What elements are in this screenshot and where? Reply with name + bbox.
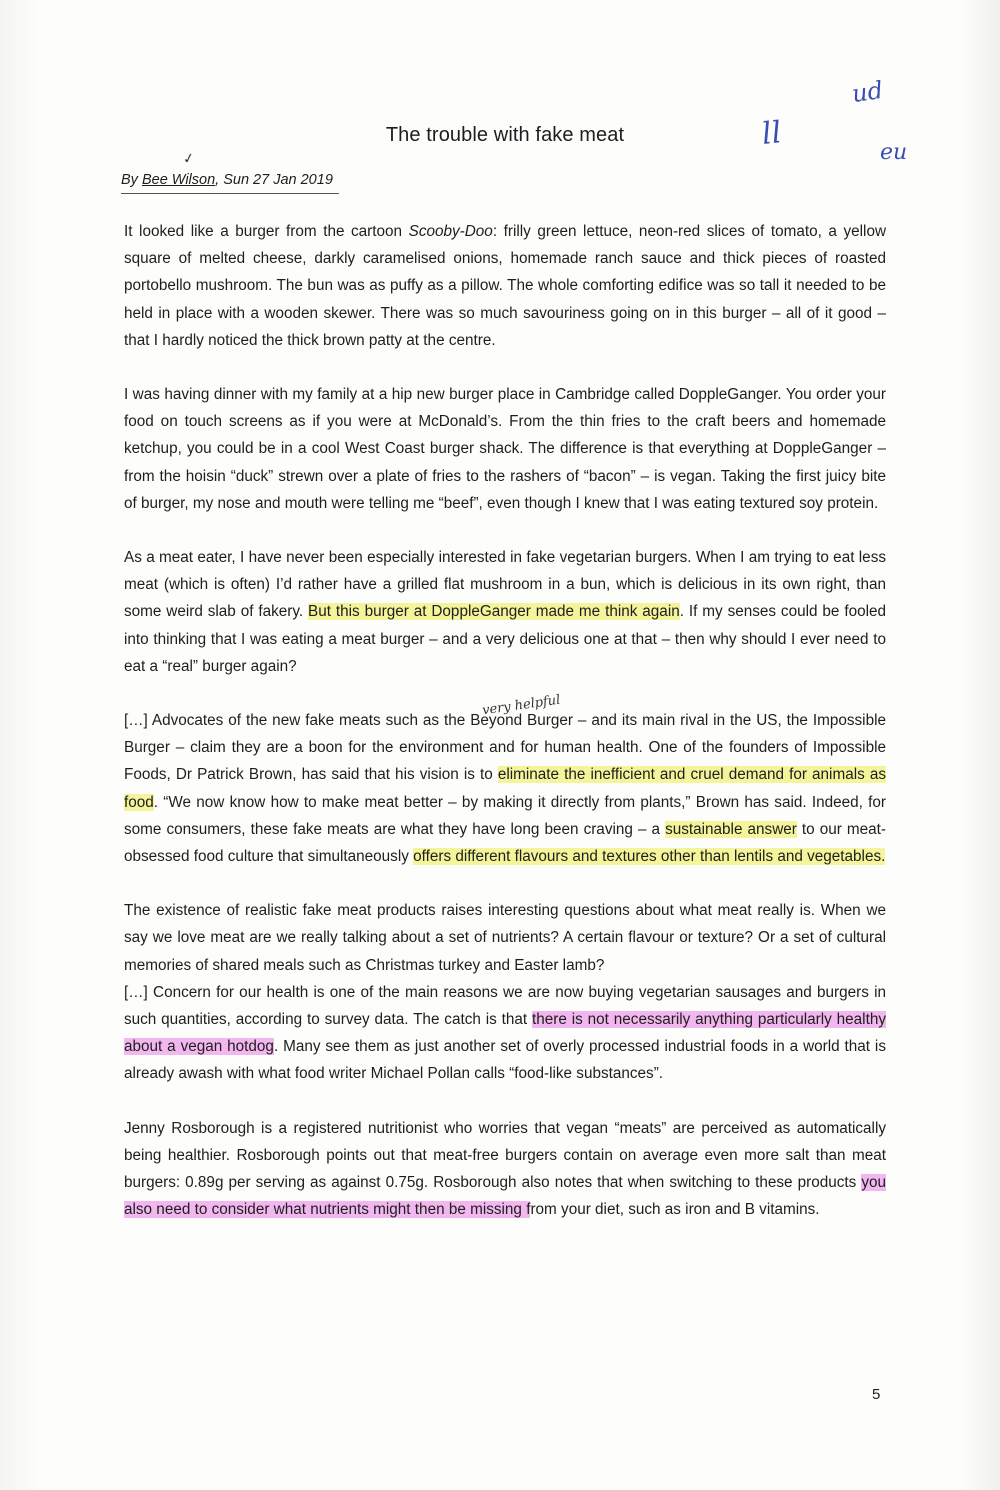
paragraph-7-text-a: Jenny Rosborough is a registered nutritionist who worries that vegan “meats” are perceived as automatically being healthier. Rosborough points out that meat-free burgers contain on average even more salt than meat burgers: 0.89g per serving as against 0.75g. Rosborough also notes that when switching to these products xyxy=(124,1119,886,1192)
article-body xyxy=(124,218,886,1251)
article-title: The trouble with fake meat xyxy=(385,124,625,146)
highlight-pink-2: you also need to consider what nutrients might then be missing f xyxy=(124,1174,886,1219)
highlight-yellow-3: sustainable answer xyxy=(665,820,797,838)
byline xyxy=(121,172,333,188)
paragraph-6-text-a: […] Concern for our health is one of the main reasons we are now buying vegetarian sausages and burgers in such quantities, according to survey data. The catch is that xyxy=(124,983,886,1029)
paragraph-2: I was having dinner with my family at a hip new burger place in Cambridge called DoppleGanger. You order your food on touch screens as if you were at McDonald’s. From the thin fries to the craft beers and homemade ketchup, you could be in a cool West Coast burger shack. The difference is that everything at DoppleGanger – from the hoisin “duck” strewn over a plate of fries to the rashers of “bacon” – is vegan. Taking the first juicy bite of burger, my nose and mouth were telling me “beef”, even though I knew that I was eating textured soy protein. xyxy=(124,386,886,512)
tick-mark-annotation: ✓ xyxy=(181,150,197,168)
handwritten-note-3: eu xyxy=(880,140,908,165)
paragraph-5: The existence of realistic fake meat products raises interesting questions about what meat really is. When we say we love meat are we really talking about a set of nutrients? A certain flavour or texture? Or a set of cultural memories of shared meals such as Christmas turkey and Easter lamb? xyxy=(124,902,886,974)
handwritten-note-1: ud xyxy=(850,75,885,109)
paragraph-4-text-b: . “We now know how to make meat better – by making it directly from plants,” Brown has said. Indeed, for some consumers, these fake meats are what they have long been craving – a xyxy=(124,793,886,838)
handwritten-note-2: ll xyxy=(760,115,783,152)
paragraph-6-text-b: . Many see them as just another set of overly processed industrial foods in a world that is already awash with what food writer Michael Pollan calls “food-like substances”. xyxy=(124,1038,886,1083)
paragraph-6 xyxy=(124,979,886,1088)
author-name: Bee Wilson xyxy=(141,172,216,188)
page-number: 5 xyxy=(872,1386,881,1403)
highlight-yellow-1: But this burger at DoppleGanger made me think again xyxy=(308,603,680,621)
handwritten-inline-note: very helpful xyxy=(481,692,562,719)
paragraph-7-text-b: rom your diet, such as iron and B vitamins. xyxy=(530,1201,820,1219)
paragraph-4-text-a: […] Advocates of the new fake meats such as the Beyond Burger – and its main rival in the US, the Impossible Burger – claim they are a boon for the environment and for human health. One of the founders of Impossible Foods, Dr Patrick Brown, has said that his vision is to xyxy=(124,712,886,784)
paragraph-3-text-b: . If my senses could be fooled into thinking that I was eating a meat burger – and a very delicious one at that – then why should I ever need to eat a “real” burger again? xyxy=(124,603,886,675)
highlight-yellow-2: eliminate the inefficient and cruel demand for animals as food xyxy=(124,766,886,811)
paragraph-4 xyxy=(124,707,886,870)
paragraph-1-text-a: It looked like a burger from the cartoon xyxy=(124,223,409,240)
byline-prefix: By xyxy=(121,172,142,188)
publish-date: , Sun 27 Jan 2019 xyxy=(215,172,333,188)
highlight-yellow-4: offers different flavours and textures other than lentils and vegetables. xyxy=(413,848,886,866)
paragraph-4-text-c: to our meat-obsessed food culture that simultaneously xyxy=(124,820,886,866)
paragraph-7 xyxy=(124,1115,886,1224)
paragraph-1 xyxy=(124,218,886,354)
paragraph-3 xyxy=(124,544,886,680)
scooby-doo-title: Scooby-Doo xyxy=(408,223,493,240)
highlight-pink-1: there is not necessarily anything particularly healthy about a vegan hotdog xyxy=(124,1011,886,1056)
paragraph-1-text-c: : frilly green lettuce, neon-red slices of tomato, a yellow square of melted cheese, darkly caramelised onions, homemade ranch sauce and thick pieces of roasted portobello mushroom. The bun was as puffy as a pillow. The whole comforting edifice was so tall it needed to be held in place with a wooden skewer. There was so much savouriness going on in this burger – all of it good – that I hardly noticed the thick brown patty at the centre. xyxy=(124,223,886,349)
byline-underline xyxy=(121,193,339,194)
paragraph-3-text-a: As a meat eater, I have never been especially interested in fake vegetarian burgers. When I am trying to eat less meat (which is often) I’d rather have a grilled flat mushroom in a bun, which is delicious in its own right, than some weird slab of fakery. xyxy=(124,549,886,621)
